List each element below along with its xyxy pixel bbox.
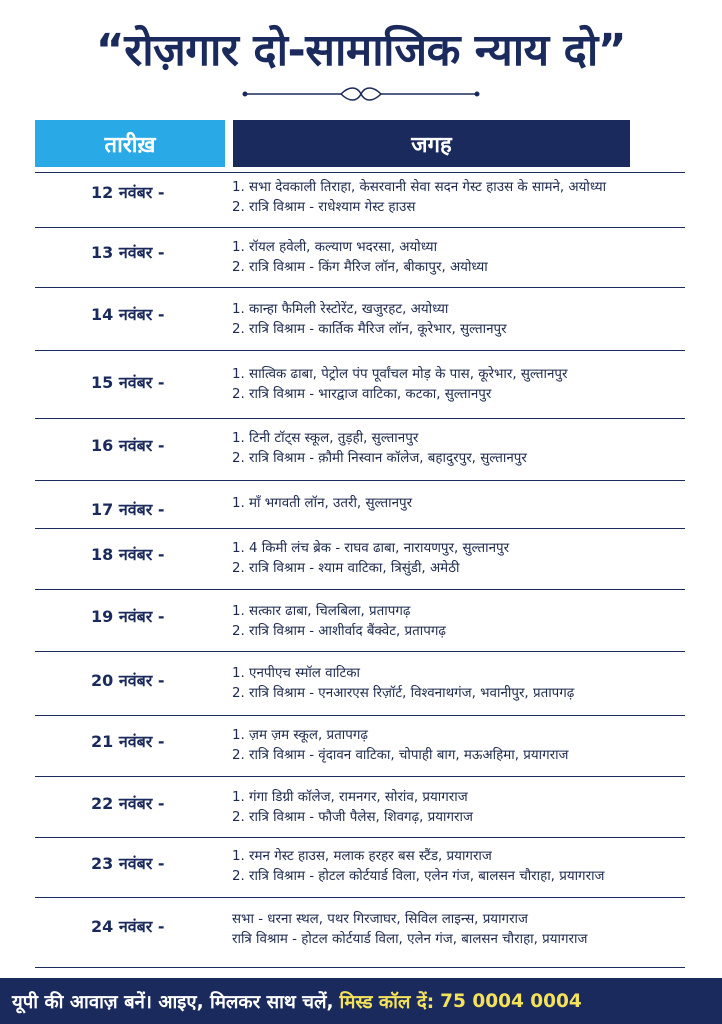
row-place-line: 1. गंगा डिग्री कॉलेज, रामनगर, सोरांव, प्रयागराज [232, 790, 468, 805]
table-row [35, 287, 685, 350]
column-header-place: जगह [233, 120, 630, 167]
row-place-line: 1. रॉयल हवेली, कल्याण भदरसा, अयोध्या [232, 240, 438, 255]
row-places [232, 178, 685, 218]
page-title: “रोज़गार दो-सामाजिक न्याय दो” [95, 25, 627, 76]
row-place-line: 2. रात्रि विश्राम - वृंदावन वाटिका, चोपाही बाग, मऊअहिमा, प्रयागराज [232, 748, 569, 763]
row-places [232, 429, 685, 469]
row-places [232, 847, 685, 887]
row-places [232, 788, 685, 828]
column-header-date: तारीख़ [35, 120, 225, 167]
table-row [35, 418, 685, 480]
row-places [232, 238, 685, 278]
row-date: 24 नवंबर - [91, 917, 165, 936]
table-row [35, 589, 685, 651]
row-place-line: 2. रात्रि विश्राम - फौजी पैलेस, शिवगढ़, प्रयागराज [232, 810, 473, 825]
table-row [35, 480, 685, 528]
footer-text: यूपी की आवाज़ बनें। आइए, मिलकर साथ चलें, [12, 991, 334, 1013]
table-row [35, 837, 685, 897]
row-place-line: रात्रि विश्राम - होटल कोर्टयार्ड विला, एलेन गंज, बालसन चौराहा, प्रयागराज [232, 932, 588, 947]
footer-phone-number[interactable]: 75 0004 0004 [440, 990, 582, 1012]
row-places [232, 602, 685, 642]
row-place-line: 2. रात्रि विश्राम - भारद्वाज वाटिका, कटका, सुल्तानपुर [232, 387, 492, 402]
table-row [35, 651, 685, 715]
row-date: 18 नवंबर - [91, 545, 165, 564]
row-date: 14 नवंबर - [91, 305, 165, 324]
table-row [35, 897, 685, 967]
row-places [232, 664, 685, 704]
row-place-line: 1. रमन गेस्ट हाउस, मलाक हरहर बस स्टैंड, प्रयागराज [232, 849, 492, 864]
row-place-line: 1. सभा देवकाली तिराहा, केसरवानी सेवा सदन गेस्ट हाउस के सामने, अयोध्या [232, 180, 607, 195]
row-place-line: सभा - धरना स्थल, पथर गिरजाघर, सिविल लाइन्स, प्रयागराज [232, 912, 528, 927]
row-places [232, 539, 685, 579]
row-date: 21 नवंबर - [91, 732, 165, 751]
row-date: 23 नवंबर - [91, 854, 165, 873]
row-date: 22 नवंबर - [91, 794, 165, 813]
row-places [232, 494, 685, 514]
row-place-line: 1. सत्कार ढाबा, चिलबिला, प्रतापगढ़ [232, 604, 411, 619]
row-places [232, 365, 685, 405]
row-place-line: 1. ज़म ज़म स्कूल, प्रतापगढ़ [232, 728, 368, 743]
row-place-line: 2. रात्रि विश्राम - श्याम वाटिका, त्रिसुंडी, अमेठी [232, 561, 460, 576]
table-row [35, 172, 685, 227]
row-date: 12 नवंबर - [91, 183, 165, 202]
row-place-line: 2. रात्रि विश्राम - होटल कोर्टयार्ड विला, एलेन गंज, बालसन चौराहा, प्रयागराज [232, 869, 605, 884]
footer-banner [0, 978, 722, 1024]
row-place-line: 2. रात्रि विश्राम - कार्तिक मैरिज लॉन, कूरेभार, सुल्तानपुर [232, 322, 507, 337]
row-place-line: 2. रात्रि विश्राम - एनआरएस रिज़ॉर्ट, विश्वनाथगंज, भवानीपुर, प्रतापगढ़ [232, 686, 575, 701]
row-place-line: 1. एनपीएच स्मॉल वाटिका [232, 666, 361, 681]
row-date: 20 नवंबर - [91, 671, 165, 690]
divider-ornament-icon [241, 84, 481, 104]
table-row [35, 227, 685, 287]
row-place-line: 1. माँ भगवती लॉन, उतरी, सुल्तानपुर [232, 496, 413, 511]
row-place-line: 2. रात्रि विश्राम - आशीर्वाद बैंक्वेट, प्रतापगढ़ [232, 624, 446, 639]
row-date: 17 नवंबर - [91, 500, 165, 519]
table-bottom-border [35, 967, 685, 968]
row-date: 19 नवंबर - [91, 607, 165, 626]
row-place-line: 2. रात्रि विश्राम - राधेश्याम गेस्ट हाउस [232, 200, 416, 215]
row-date: 15 नवंबर - [91, 373, 165, 392]
row-date: 16 नवंबर - [91, 436, 165, 455]
table-row [35, 776, 685, 837]
row-place-line: 1. टिनी टॉट्स स्कूल, तुड़ही, सुल्तानपुर [232, 431, 419, 446]
footer-missed-call-label: मिस्ड कॉल दें: [339, 991, 435, 1013]
row-date: 13 नवंबर - [91, 243, 165, 262]
row-place-line: 2. रात्रि विश्राम - किंग मैरिज लॉन, बीकापुर, अयोध्या [232, 260, 488, 275]
row-place-line: 1. 4 किमी लंच ब्रेक - राघव ढाबा, नारायणपुर, सुल्तानपुर [232, 541, 510, 556]
table-row [35, 715, 685, 776]
row-place-line: 1. कान्हा फैमिली रेस्टोरेंट, खजुरहट, अयोध्या [232, 302, 449, 317]
table-row [35, 528, 685, 589]
table-row [35, 350, 685, 418]
row-place-line: 2. रात्रि विश्राम - क़ौमी निस्वान कॉलेज, बहादुरपुर, सुल्तानपुर [232, 451, 527, 466]
schedule-table [35, 172, 685, 967]
row-place-line: 1. सात्विक ढाबा, पेट्रोल पंप पूर्वांचल मोड़ के पास, कूरेभार, सुल्तानपुर [232, 367, 568, 382]
row-places [232, 300, 685, 340]
row-places [232, 910, 685, 950]
row-places [232, 726, 685, 766]
